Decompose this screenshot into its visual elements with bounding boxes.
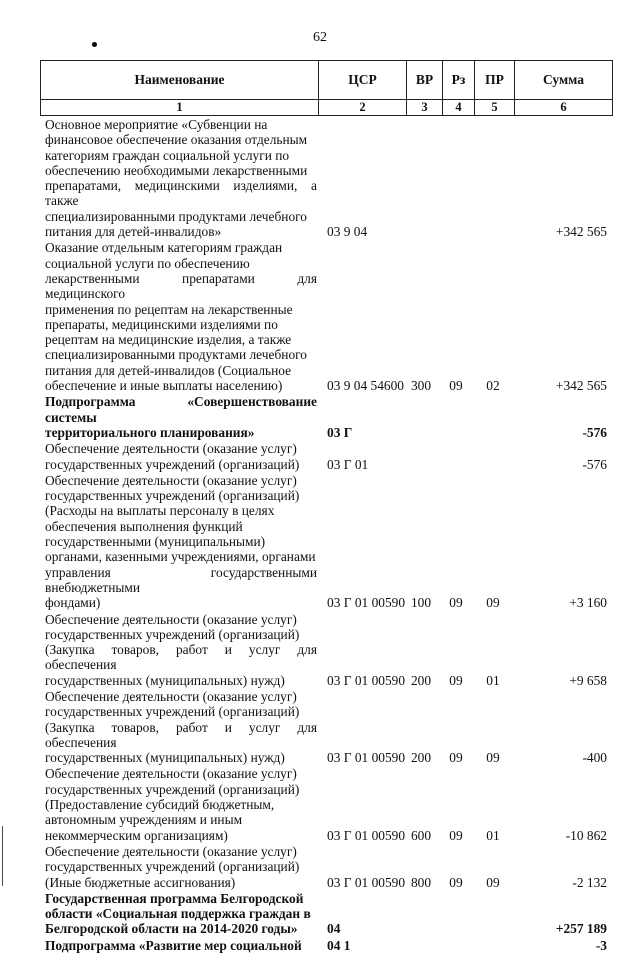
row-name-line: (Закупка товаров, работ и услуг для обеспечения bbox=[45, 642, 317, 673]
row-name-line: государственных учреждений (организаций) bbox=[45, 704, 300, 720]
row-name-line: органами, казенными учреждениями, органами bbox=[45, 549, 316, 565]
row-pr: 09 bbox=[486, 750, 500, 766]
row-csr: 03 9 04 54600 bbox=[327, 378, 404, 394]
row-name-line: обеспечения выполнения функций bbox=[45, 518, 243, 534]
row-csr: 03 Г 01 00590 bbox=[327, 750, 406, 766]
row-sum: +257 189 bbox=[555, 921, 607, 937]
header-rz: Рз bbox=[443, 61, 475, 100]
row-vr: 100 bbox=[410, 595, 432, 611]
row-name-line: (Иные бюджетные ассигнования) bbox=[45, 874, 236, 890]
header-index-3: 3 bbox=[407, 100, 443, 116]
row-name-line: Белгородской области на 2014-2020 годы» bbox=[45, 921, 298, 937]
row-name-line: препаратами, медицинскими изделиями, а также bbox=[45, 178, 317, 209]
row-name-line: автономным учреждениям и иным bbox=[45, 812, 243, 828]
row-name bbox=[45, 473, 317, 611]
row-name-line: специализированными продуктами лечебного bbox=[45, 347, 307, 363]
row-name-line: некоммерческим организациям) bbox=[45, 827, 228, 843]
row-sum: -576 bbox=[582, 456, 607, 472]
row-name bbox=[45, 394, 317, 440]
header-index-6: 6 bbox=[515, 100, 613, 116]
row-sum: -10 862 bbox=[565, 827, 607, 843]
row-name-line: области «Социальная поддержка граждан в bbox=[45, 906, 311, 922]
row-rz: 09 bbox=[449, 595, 463, 611]
row-csr: 03 Г 01 00590 bbox=[327, 672, 406, 688]
table-row bbox=[45, 240, 607, 393]
row-name-line: Обеспечение деятельности (оказание услуг) bbox=[45, 688, 297, 704]
row-sum: +9 658 bbox=[569, 672, 607, 688]
row-name-line: обеспечению необходимыми лекарственными bbox=[45, 162, 308, 178]
table-row bbox=[45, 394, 607, 440]
row-name-line: категориям граждан социальной услуги по bbox=[45, 147, 290, 163]
row-csr: 03 Г bbox=[327, 424, 353, 440]
row-name-line: Обеспечение деятельности (оказание услуг) bbox=[45, 843, 297, 859]
table-row bbox=[45, 938, 607, 953]
row-name-line: государственными (муниципальными) bbox=[45, 534, 266, 550]
row-name-line: управления государственными внебюджетными bbox=[45, 564, 317, 595]
row-sum: -3 bbox=[595, 937, 607, 953]
row-csr: 03 Г 01 bbox=[327, 456, 369, 472]
row-rz: 09 bbox=[449, 827, 463, 843]
row-pr: 01 bbox=[486, 672, 500, 688]
row-name-line: Подпрограмма «Совершенствование системы bbox=[45, 394, 317, 425]
row-vr: 200 bbox=[410, 750, 432, 766]
row-name-line: территориального планирования» bbox=[45, 424, 255, 440]
row-rz: 09 bbox=[449, 672, 463, 688]
row-name-line: обеспечение и иные выплаты населению) bbox=[45, 378, 283, 394]
table-header bbox=[40, 60, 613, 116]
table-row bbox=[45, 117, 607, 239]
row-vr: 600 bbox=[410, 827, 432, 843]
row-vr: 800 bbox=[410, 874, 432, 890]
row-name-line: питания для детей-инвалидов» bbox=[45, 224, 222, 240]
row-name-line: питания для детей-инвалидов (Социальное bbox=[45, 362, 292, 378]
row-csr: 04 bbox=[327, 921, 341, 937]
header-index-2: 2 bbox=[319, 100, 407, 116]
row-name-line: финансовое обеспечение оказания отдельным bbox=[45, 132, 308, 148]
row-sum: +3 160 bbox=[569, 595, 607, 611]
row-pr: 01 bbox=[486, 827, 500, 843]
row-name-line: фондами) bbox=[45, 595, 101, 611]
row-csr: 04 1 bbox=[327, 937, 351, 953]
row-name-line: государственных учреждений (организаций) bbox=[45, 456, 300, 472]
header-index-4: 4 bbox=[443, 100, 475, 116]
scan-edge-line bbox=[2, 826, 3, 886]
row-name-line: государственных учреждений (организаций) bbox=[45, 781, 300, 797]
row-name-line: рецептам на медицинские изделия, а также bbox=[45, 332, 292, 348]
row-name-line: Государственная программа Белгородской bbox=[45, 890, 304, 906]
header-csr: ЦСР bbox=[319, 61, 407, 100]
header-sum: Сумма bbox=[515, 61, 613, 100]
row-name bbox=[45, 891, 317, 937]
row-sum: -2 132 bbox=[572, 874, 607, 890]
row-csr: 03 Г 01 00590 bbox=[327, 827, 406, 843]
row-csr: 03 Г 01 00590 bbox=[327, 874, 406, 890]
header-index-1: 1 bbox=[41, 100, 319, 116]
row-name-line: специализированными продуктами лечебного bbox=[45, 208, 307, 224]
row-rz: 09 bbox=[449, 750, 463, 766]
table-row bbox=[45, 473, 607, 611]
table-body bbox=[45, 117, 607, 953]
row-name-line: препараты, медицинскими изделиями по bbox=[45, 316, 278, 332]
header-index-5: 5 bbox=[475, 100, 515, 116]
row-name-line: (Расходы на выплаты персоналу в целях bbox=[45, 503, 275, 519]
row-pr: 09 bbox=[486, 874, 500, 890]
row-name bbox=[45, 117, 317, 239]
table-row bbox=[45, 441, 607, 472]
row-name bbox=[45, 441, 317, 472]
table-row bbox=[45, 891, 607, 937]
row-name-line: применения по рецептам на лекарственные bbox=[45, 301, 293, 317]
header-pr: ПР bbox=[475, 61, 515, 100]
row-vr: 300 bbox=[410, 378, 432, 394]
table-row bbox=[45, 612, 607, 688]
row-name-line: государственных (муниципальных) нужд) bbox=[45, 750, 285, 766]
row-rz: 09 bbox=[449, 874, 463, 890]
row-csr: 03 Г 01 00590 bbox=[327, 595, 406, 611]
table-row bbox=[45, 766, 607, 842]
row-vr: 200 bbox=[410, 672, 432, 688]
row-name-line: Обеспечение деятельности (оказание услуг) bbox=[45, 441, 297, 457]
row-name-line: государственных учреждений (организаций) bbox=[45, 488, 300, 504]
header-vr: ВР bbox=[407, 61, 443, 100]
page-number: 62 bbox=[313, 30, 327, 45]
row-name-line: Основное мероприятие «Субвенции на bbox=[45, 117, 268, 132]
row-name bbox=[45, 612, 317, 688]
row-name-line: (Закупка товаров, работ и услуг для обеспечения bbox=[45, 719, 317, 750]
row-name-line: Подпрограмма «Развитие мер социальной bbox=[45, 937, 302, 953]
row-sum: +342 565 bbox=[555, 224, 607, 240]
row-name bbox=[45, 240, 317, 393]
row-name bbox=[45, 766, 317, 842]
row-name-line: (Предоставление субсидий бюджетным, bbox=[45, 797, 275, 813]
row-name-line: лекарственными препаратами для медицинского bbox=[45, 270, 317, 302]
row-sum: -400 bbox=[582, 750, 607, 766]
scan-dot bbox=[92, 42, 97, 47]
row-name-line: Обеспечение деятельности (оказание услуг) bbox=[45, 472, 297, 488]
row-name-line: государственных учреждений (организаций) bbox=[45, 626, 300, 642]
row-name-line: государственных учреждений (организаций) bbox=[45, 859, 300, 875]
row-name-line: Обеспечение деятельности (оказание услуг) bbox=[45, 611, 297, 627]
row-name bbox=[45, 938, 317, 953]
table-row bbox=[45, 689, 607, 765]
row-name-line: Обеспечение деятельности (оказание услуг) bbox=[45, 766, 297, 782]
table-row bbox=[45, 844, 607, 890]
row-pr: 02 bbox=[486, 378, 500, 394]
header-name: Наименование bbox=[41, 61, 319, 100]
row-rz: 09 bbox=[449, 378, 463, 394]
row-name-line: социальной услуги по обеспечению bbox=[45, 255, 250, 271]
row-name bbox=[45, 689, 317, 765]
row-pr: 09 bbox=[486, 595, 500, 611]
row-name-line: государственных (муниципальных) нужд) bbox=[45, 672, 285, 688]
row-sum: +342 565 bbox=[555, 378, 607, 394]
row-sum: -576 bbox=[582, 424, 607, 440]
row-name bbox=[45, 844, 317, 890]
row-name-line: Оказание отдельным категориям граждан bbox=[45, 240, 283, 256]
row-csr: 03 9 04 bbox=[327, 224, 368, 240]
